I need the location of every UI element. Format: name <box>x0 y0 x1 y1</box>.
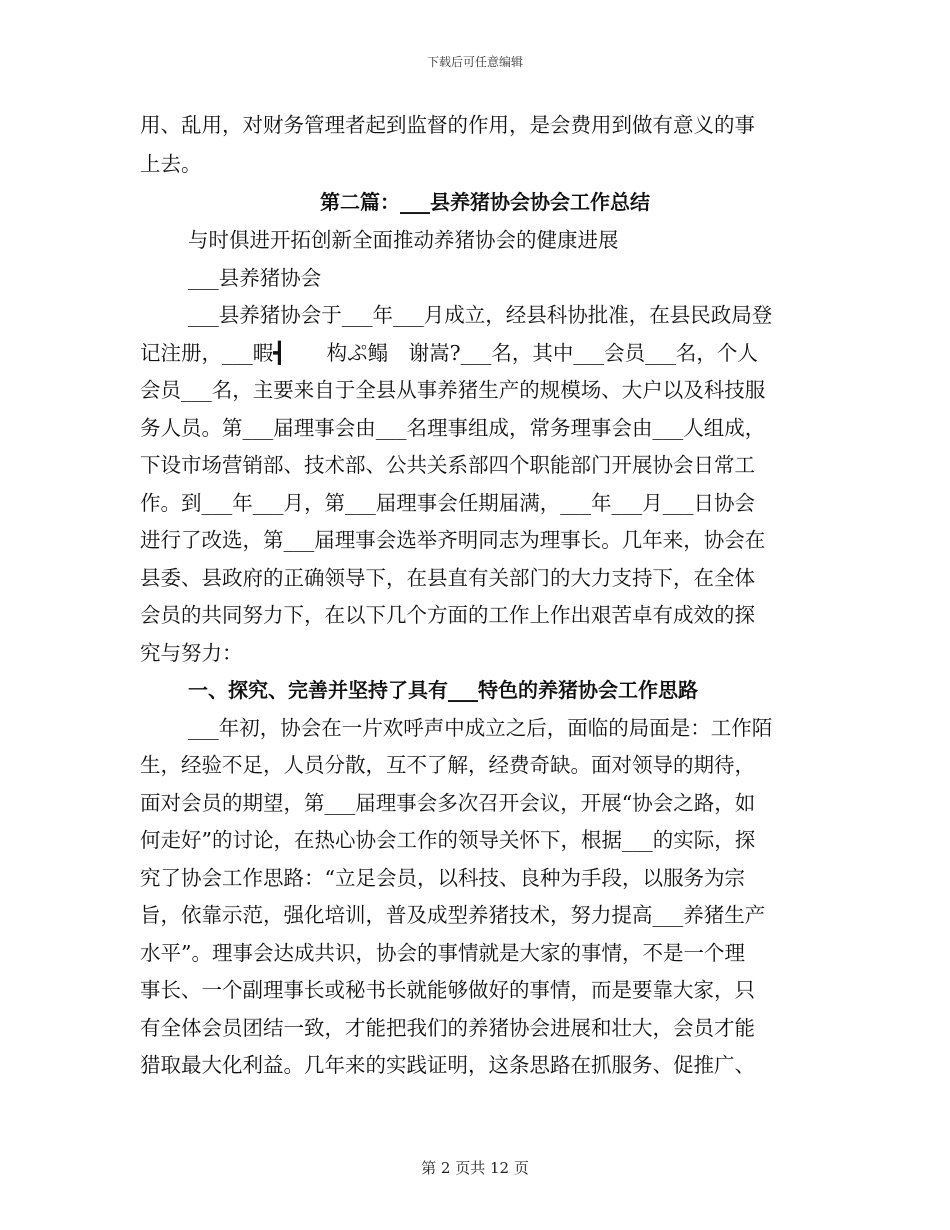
body-line: 务人员。第___届理事会由___名理事组成，常务理事会由___人组成， <box>140 416 766 440</box>
body-line: 县委、县政府的正确领导下，在县直有关部门的大力支持下，在全体 <box>140 566 755 590</box>
body-line: 旨，依靠示范，强化培训，普及成型养猪技术，努力提高___养猪生产 <box>140 903 766 927</box>
subtitle: 与时俱进开拓创新全面推动养猪协会的健康进展 <box>188 228 619 252</box>
body-line: 水平”。理事会达成共识，协会的事情就是大家的事情，不是一个理 <box>140 941 745 965</box>
section-title: 第二篇：___县养猪协会协会工作总结 <box>320 190 650 214</box>
page-header: 下载后可任意编辑 <box>426 55 523 69</box>
body-line: 上去。 <box>140 152 202 176</box>
body-line: 究与努力： <box>140 641 243 665</box>
body-line: 面对会员的期望，第___届理事会多次召开会议，开展“协会之路，如 <box>140 791 756 815</box>
heading-1: 一、探究、完善并坚持了具有___特色的养猪协会工作思路 <box>188 678 698 702</box>
body-line: 事长、一个副理事长或秘书长就能够做好的事情，而是要靠大家，只 <box>140 978 755 1002</box>
body-line: ___年初，协会在一片欢呼声中成立之后，面临的局面是：工作陌 <box>188 716 773 740</box>
body-line: 究了协会工作思路：“立足会员，以科技、良种为手段，以服务为宗 <box>140 866 745 890</box>
body-line: 猎取最大化利益。几年来的实践证明，这条思路在抓服务、促推广、 <box>140 1053 755 1077</box>
body-line: 会员的共同努力下，在以下几个方面的工作上作出艰苦卓有成效的探 <box>140 603 755 627</box>
body-line: 会员___名，主要来自于全县从事养猪生产的规模场、大户以及科技服 <box>140 378 766 402</box>
body-line: 下设市场营销部、技术部、公共关系部四个职能部门开展协会日常工 <box>140 453 755 477</box>
page-footer: 第 2 页共 12 页 <box>421 1159 529 1177</box>
body-line: 用、乱用，对财务管理者起到监督的作用，是会费用到做有意义的事 <box>140 113 755 137</box>
body-line: 记注册，___暇┫ 构ぷ鳎 谢嵩?___名，其中___会员___名，个人 <box>140 341 758 365</box>
body-line: 有全体会员团结一致，才能把我们的养猪协会进展和壮大，会员才能 <box>140 1016 755 1040</box>
organization-name: ___县养猪协会 <box>188 266 322 290</box>
body-line: 作。到___年___月，第___届理事会任期届满，___年___月___日协会 <box>140 491 755 515</box>
body-line: ___县养猪协会于___年___月成立，经县科协批准，在县民政局登 <box>188 303 773 327</box>
body-line: 进行了改选，第___届理事会选举齐明同志为理事长。几年来，协会在 <box>140 528 766 552</box>
body-line: 生，经验不足，人员分散，互不了解，经费奇缺。面对领导的期待， <box>140 753 755 777</box>
body-line: 何走好”的讨论，在热心协会工作的领导关怀下，根据___的实际，探 <box>140 828 756 852</box>
